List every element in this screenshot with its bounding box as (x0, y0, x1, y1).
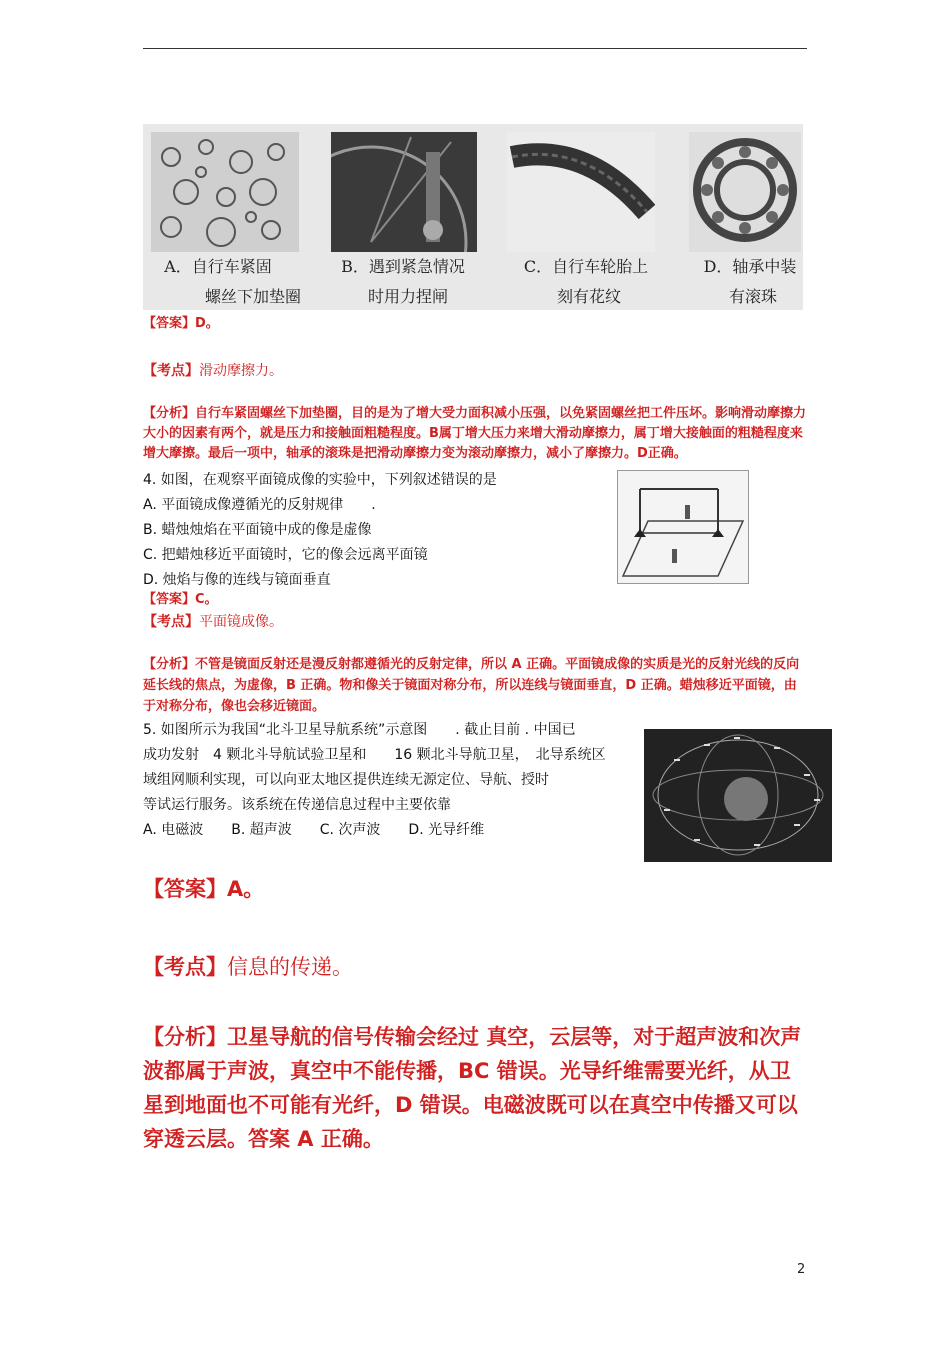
q4-stem: 4. 如图，在观察平面镜成像的实验中，下列叙述错误的是 (143, 472, 497, 488)
answer-label: 【答案】 (143, 316, 196, 331)
q5-kaodian (143, 950, 353, 984)
q5-line-1: 5. 如图所示为我国“北斗卫星导航系统”示意图 . 截止目前 . 中国已 (143, 722, 576, 738)
caption-a-line1: A．自行车紧固 (164, 257, 272, 276)
kaodian-value: 信息的传递。 (227, 955, 353, 979)
answer-value: D。 (195, 316, 219, 331)
caption-d-2 (703, 282, 803, 312)
tire-image (507, 132, 655, 252)
q4-option-b: B. 蜡烛烛焰在平面镜中成的像是虚像 (143, 522, 372, 538)
bike-brake-image (331, 132, 477, 252)
kaodian-label: 【考点】 (143, 614, 199, 630)
q3-figure-strip (143, 124, 803, 310)
q3-answer (143, 314, 219, 334)
caption-a (143, 252, 293, 282)
q3-kaodian (143, 361, 283, 381)
q5-line-4: 等试运行服务。该系统在传递信息过程中主要依靠 (143, 797, 451, 813)
answer-value: C。 (195, 592, 218, 607)
q4-question (143, 468, 613, 593)
page-number: 2 (797, 1262, 806, 1277)
caption-c (511, 252, 661, 282)
caption-b-line2: 时用力捏闸 (367, 287, 448, 306)
analysis-label: 【分析】 (143, 406, 196, 421)
analysis-text: 自行车紧固螺丝下加垫圈，目的是为了增大受力面积减小压强，以免紧固螺丝把工件压坏。影响滑动摩擦力大小的因素有两个，就是压力和接触面粗糙程度。B属丁增大压力来增大滑动摩擦力，属丁增大接触面的粗糙程度来增大摩擦。最后一项中，轴承的滚珠是把滑动摩擦力变为滚动摩擦力，减小了摩擦力。D正确。 (143, 406, 807, 461)
caption-d (695, 252, 805, 282)
header-rule (143, 48, 807, 49)
beidou-satellite-figure (644, 729, 832, 862)
q3-analysis (143, 404, 808, 464)
analysis-text: 卫星导航的信号传输会经过 真空，云层等，对于超声波和次声波都属于声波，真空中不能传播，BC 错误。光导纤维需要光纤，从卫星到地面也不可能有光纤，D 错误。电磁波既可以在真空中传播又可以穿透云层。答案 A 正确。 (143, 1025, 802, 1151)
q4-option-c: C. 把蜡烛移近平面镜时，它的像会远离平面镜 (143, 547, 428, 563)
kaodian-label: 【考点】 (143, 955, 227, 979)
caption-d-line2: 有滚珠 (728, 287, 777, 306)
bearing-image (689, 132, 801, 252)
answer-label: 【答案】 (143, 877, 227, 901)
q5-answer (143, 872, 264, 906)
q5-line-2: 成功发射 4 颗北斗导航试验卫星和 16 颗北斗导航卫星， 北导系统区 (143, 747, 606, 763)
caption-b (323, 252, 483, 282)
mirror-experiment-figure (617, 470, 749, 584)
q5-question (143, 718, 633, 843)
analysis-label: 【分析】 (143, 657, 196, 672)
q5-line-3: 域组网顺利实现，可以向亚太地区提供连续无源定位、导航、授时 (143, 772, 549, 788)
q5-analysis (143, 1020, 808, 1156)
caption-b-2 (333, 282, 483, 312)
caption-c-2 (519, 282, 659, 312)
washers-image (151, 132, 299, 252)
kaodian-value: 平面镜成像。 (199, 614, 283, 630)
caption-c-line2: 刻有花纹 (556, 287, 621, 306)
analysis-label: 【分析】 (143, 1025, 227, 1049)
answer-label: 【答案】 (143, 592, 196, 607)
analysis-text: 不管是镜面反射还是漫反射都遵循光的反射定律，所以 A 正确。平面镜成像的实质是光的反射光线的反向延长线的焦点，为虚像，B 正确。物和像关于镜面对称分布，所以连线与镜面垂直，D 正确。蜡烛移近平面镜，由于对称分布，像也会移近镜面。 (143, 657, 800, 714)
q4-option-a: A. 平面镜成像遵循光的反射规律 . (143, 497, 376, 513)
caption-c-line1: C．自行车轮胎上 (523, 257, 649, 276)
caption-d-line1: D．轴承中装 (703, 257, 797, 276)
kaodian-label: 【考点】 (143, 363, 199, 379)
q4-kaodian (143, 612, 283, 632)
caption-b-line1: B．遇到紧急情况 (341, 257, 465, 276)
caption-a-line2: 螺丝下加垫圈 (204, 287, 301, 306)
q4-answer (143, 590, 218, 610)
answer-value: A。 (227, 877, 265, 901)
kaodian-value: 滑动摩擦力。 (199, 363, 283, 379)
caption-a-2 (183, 282, 323, 312)
q4-analysis (143, 654, 808, 717)
q5-options: A. 电磁波 B. 超声波 C. 次声波 D. 光导纤维 (143, 822, 485, 838)
q4-option-d: D. 烛焰与像的连线与镜面垂直 (143, 572, 331, 588)
